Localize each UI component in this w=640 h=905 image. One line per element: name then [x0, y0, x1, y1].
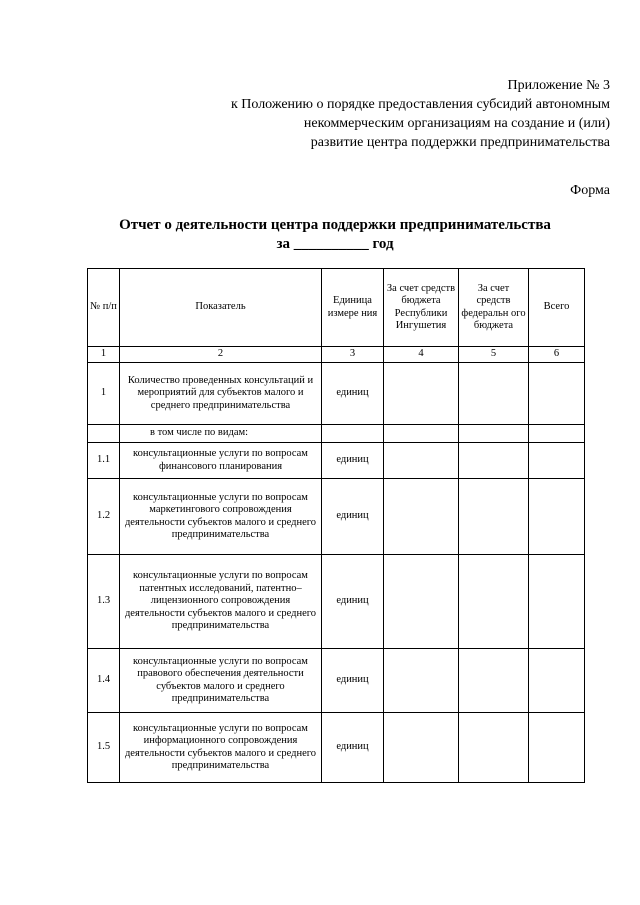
row-unit: единиц: [322, 479, 384, 555]
row-label: консультационные услуги по вопросам правового обеспечения деятельности субъектов малого и среднего предпринимательства: [120, 649, 322, 713]
annex-line: некоммерческим организациям на создание и (или): [303, 116, 610, 131]
header-indicator: Показатель: [120, 269, 322, 347]
row-total-cell[interactable]: [529, 479, 585, 555]
row-total-cell[interactable]: [529, 555, 585, 649]
header-total: Всего: [529, 269, 585, 347]
table-row: [88, 555, 585, 649]
row-num: 1.5: [88, 713, 120, 783]
row-label: консультационные услуги по вопросам информационного сопровождения деятельности субъектов малого и среднего предпринимательства: [120, 713, 322, 783]
row-label: консультационные услуги по вопросам патентных исследований, патентно–лицензионного сопровождения деятельности субъектов малого и среднего предпринимательства: [120, 555, 322, 649]
row-regional-cell[interactable]: [384, 649, 459, 713]
row-num: 1.2: [88, 479, 120, 555]
table-row: [88, 649, 585, 713]
row-num: [88, 425, 120, 443]
row-unit: единиц: [322, 713, 384, 783]
row-unit: единиц: [322, 555, 384, 649]
header-num: № п/п: [88, 269, 120, 347]
column-numbers-row: [88, 347, 585, 363]
column-number: 1: [88, 347, 120, 363]
row-regional-cell[interactable]: [384, 425, 459, 443]
row-num: 1.1: [88, 443, 120, 479]
row-federal-cell[interactable]: [459, 649, 529, 713]
row-unit: [322, 425, 384, 443]
column-number: 3: [322, 347, 384, 363]
row-regional-cell[interactable]: [384, 555, 459, 649]
row-federal-cell[interactable]: [459, 713, 529, 783]
form-label: Форма: [570, 183, 610, 198]
row-num: 1.4: [88, 649, 120, 713]
row-federal-cell[interactable]: [459, 479, 529, 555]
header-federal: За счет средств федеральн ого бюджета: [459, 269, 529, 347]
row-total-cell[interactable]: [529, 649, 585, 713]
table-row: [88, 363, 585, 425]
title-line: за __________ год: [276, 236, 394, 252]
row-num: 1: [88, 363, 120, 425]
report-table: [87, 268, 585, 783]
row-federal-cell[interactable]: [459, 363, 529, 425]
row-federal-cell[interactable]: [459, 425, 529, 443]
row-regional-cell[interactable]: [384, 479, 459, 555]
row-total-cell[interactable]: [529, 443, 585, 479]
row-unit: единиц: [322, 649, 384, 713]
annex-line: Приложение № 3: [507, 78, 610, 93]
report-title: [0, 216, 640, 254]
row-federal-cell[interactable]: [459, 443, 529, 479]
row-unit: единиц: [322, 363, 384, 425]
annex-line: к Положению о порядке предоставления субсидий автономным: [230, 97, 610, 112]
annex-header: [231, 76, 610, 152]
table-row: [88, 443, 585, 479]
row-num: 1.3: [88, 555, 120, 649]
row-regional-cell[interactable]: [384, 713, 459, 783]
row-total-cell[interactable]: [529, 713, 585, 783]
row-federal-cell[interactable]: [459, 555, 529, 649]
column-number: 2: [120, 347, 322, 363]
table-header-row: [88, 269, 585, 347]
row-label: консультационные услуги по вопросам маркетингового сопровождения деятельности субъектов малого и среднего предпринимательства: [120, 479, 322, 555]
row-total-cell[interactable]: [529, 363, 585, 425]
row-regional-cell[interactable]: [384, 363, 459, 425]
column-number: 4: [384, 347, 459, 363]
column-number: 5: [459, 347, 529, 363]
row-unit: единиц: [322, 443, 384, 479]
title-line: Отчет о деятельности центра поддержки предпринимательства: [119, 217, 551, 233]
header-unit: Единица измере ния: [322, 269, 384, 347]
row-label: в том числе по видам:: [120, 425, 322, 443]
row-regional-cell[interactable]: [384, 443, 459, 479]
annex-line: развитие центра поддержки предпринимательства: [310, 135, 610, 150]
row-label: Количество проведенных консультаций и мероприятий для субъектов малого и среднего предпринимательства: [120, 363, 322, 425]
row-label: консультационные услуги по вопросам финансового планирования: [120, 443, 322, 479]
table-row: [88, 479, 585, 555]
table-row: [88, 425, 585, 443]
table-row: [88, 713, 585, 783]
column-number: 6: [529, 347, 585, 363]
row-total-cell[interactable]: [529, 425, 585, 443]
header-regional: За счет средств бюджета Республики Ингушетия: [384, 269, 459, 347]
